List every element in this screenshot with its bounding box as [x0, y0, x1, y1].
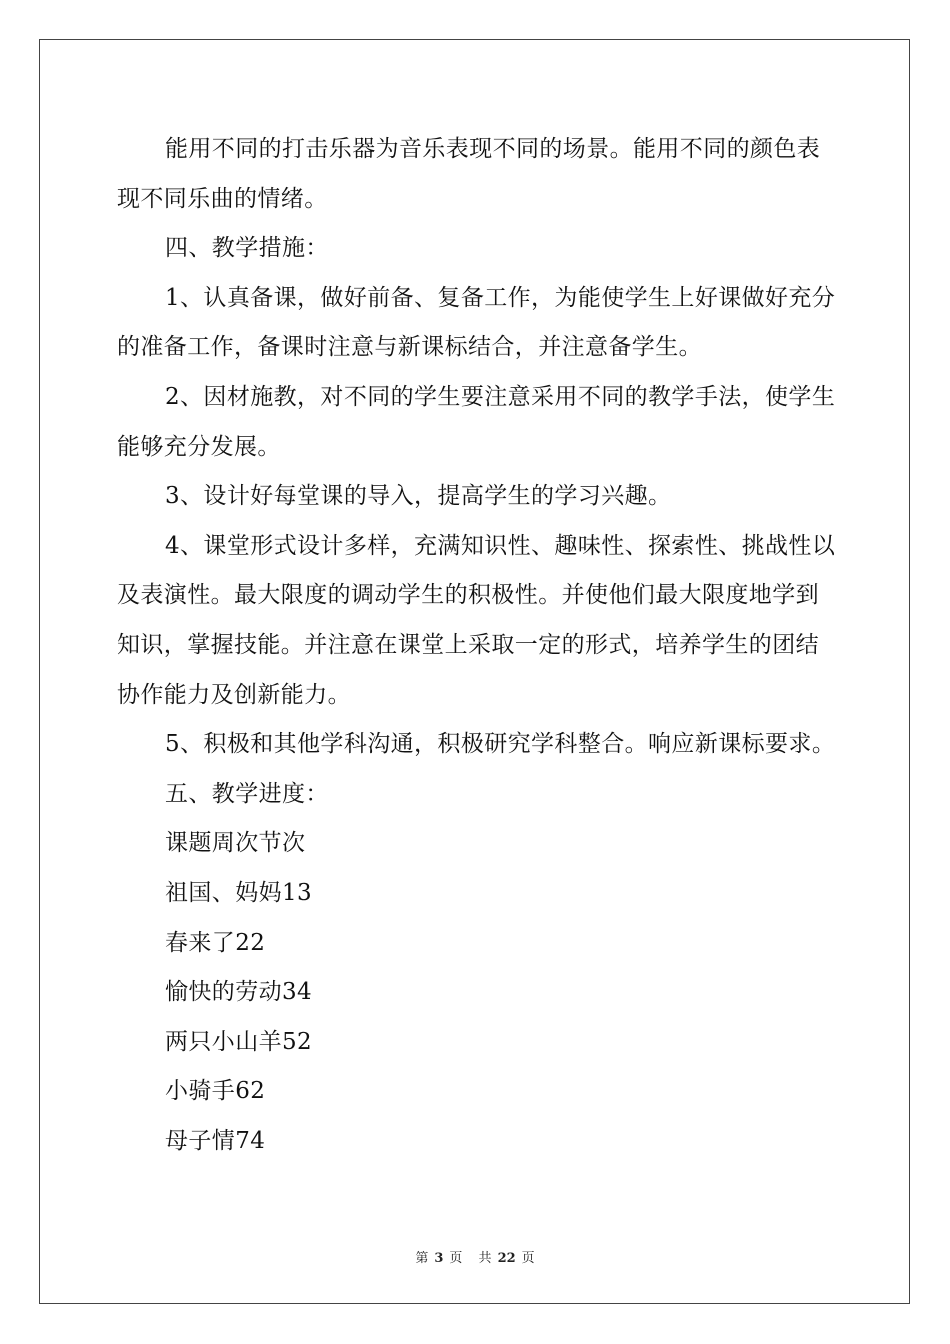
paragraph: 2、因材施教，对不同的学生要注意采用不同的教学手法，使学生能够充分发展。 — [117, 383, 836, 460]
schedule-item: 愉快的劳动34 — [165, 979, 313, 1006]
section-heading: 五、教学进度： — [165, 780, 329, 807]
paragraph: 1、认真备课，做好前备、复备工作，为能使学生上好课做好充分的准备工作，备课时注意与新课标结合，并注意备学生。 — [117, 284, 836, 361]
page-footer — [0, 1247, 950, 1266]
document-body — [117, 125, 837, 1166]
total-pages: 22 — [497, 1251, 516, 1266]
page-prefix: 第 — [415, 1251, 429, 1266]
paragraph: 4、课堂形式设计多样，充满知识性、趣味性、探索性、挑战性以及表演性。最大限度的调动学生的积极性。并使他们最大限度地学到知识，掌握技能。并注意在课堂上采取一定的形式，培养学生的团结协作能力及创新能力。 — [117, 532, 836, 708]
page-suffix: 页 — [449, 1251, 463, 1266]
page-indicator — [412, 1251, 465, 1266]
total-suffix: 页 — [521, 1251, 535, 1266]
schedule-header: 课题周次节次 — [165, 830, 306, 857]
schedule-item: 小骑手62 — [165, 1078, 266, 1105]
schedule-item: 母子情74 — [165, 1127, 266, 1154]
schedule-item: 春来了22 — [165, 929, 266, 956]
schedule-item: 祖国、妈妈13 — [165, 879, 313, 906]
paragraph: 3、设计好每堂课的导入，提高学生的学习兴趣。 — [165, 483, 672, 510]
schedule-item: 两只小山羊52 — [165, 1028, 313, 1055]
total-prefix: 共 — [478, 1251, 492, 1266]
paragraph: 5、积极和其他学科沟通，积极研究学科整合。响应新课标要求。 — [165, 731, 836, 758]
paragraph: 能用不同的打击乐器为音乐表现不同的场景。能用不同的颜色表现不同乐曲的情绪。 — [117, 136, 821, 212]
section-heading: 四、教学措施： — [165, 235, 329, 262]
total-indicator — [476, 1251, 538, 1266]
page-number: 3 — [434, 1251, 444, 1266]
